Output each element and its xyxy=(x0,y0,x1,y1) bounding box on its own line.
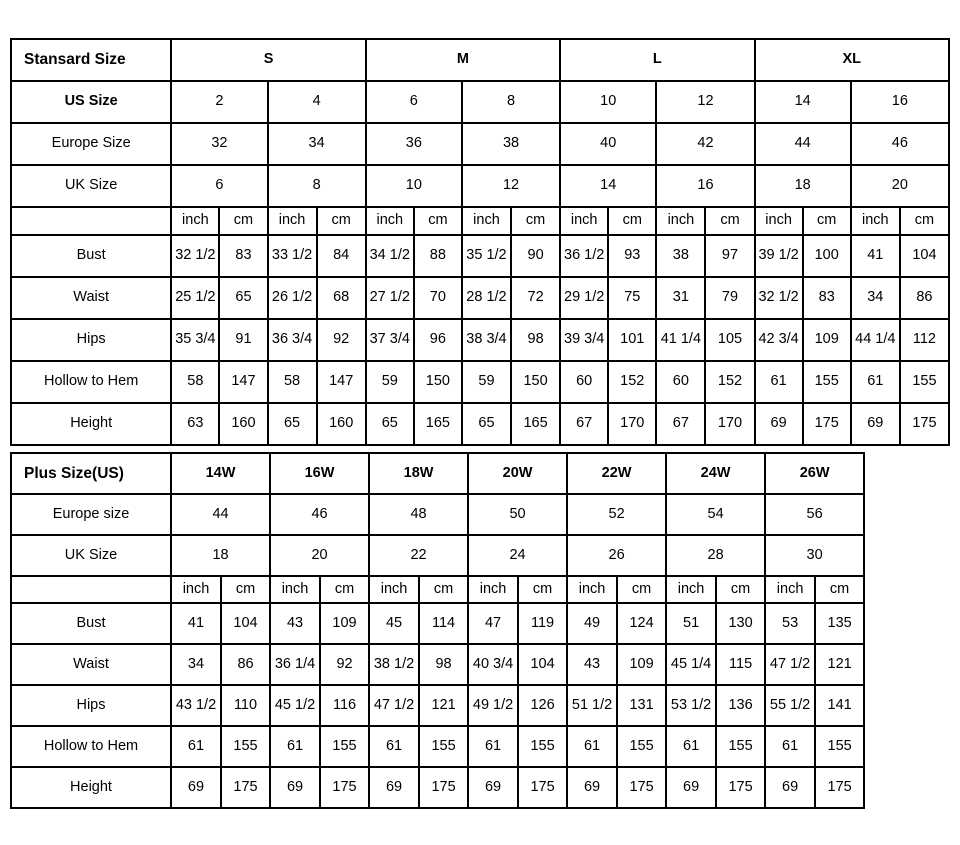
cell-height: 170 xyxy=(705,403,754,445)
plus-unit-cell: cm xyxy=(617,576,666,603)
table-row xyxy=(11,81,949,123)
cell-hips: 38 3/4 xyxy=(462,319,511,361)
plus-cell-uk-size: 20 xyxy=(270,535,369,576)
plus-cell-height: 175 xyxy=(617,767,666,808)
cell-us-size-2: 4 xyxy=(268,81,366,123)
plus-cell-hips: 53 1/2 xyxy=(666,685,716,726)
table-row xyxy=(11,535,864,576)
plus-cell-height: 69 xyxy=(171,767,221,808)
plus-cell-hollow-to-hem: 61 xyxy=(369,726,419,767)
cell-uk-size-8: 20 xyxy=(851,165,949,207)
plus-row-label-bust: Bust xyxy=(11,603,171,644)
cell-height: 175 xyxy=(803,403,851,445)
plus-unit-cell: inch xyxy=(765,576,815,603)
table-row xyxy=(11,207,949,235)
row-label-waist: Waist xyxy=(11,277,171,319)
cell-europe-size-1: 32 xyxy=(171,123,267,165)
cell-waist: 28 1/2 xyxy=(462,277,511,319)
plus-cell-height: 175 xyxy=(716,767,765,808)
cell-uk-size-1: 6 xyxy=(171,165,267,207)
unit-cell: inch xyxy=(851,207,900,235)
plus-cell-bust: 109 xyxy=(320,603,369,644)
plus-row-label-europe-size: Europe size xyxy=(11,494,171,535)
cell-hips: 96 xyxy=(414,319,462,361)
cell-hips: 92 xyxy=(317,319,366,361)
cell-bust: 41 xyxy=(851,235,900,277)
cell-height: 160 xyxy=(219,403,267,445)
plus-cell-height: 69 xyxy=(468,767,518,808)
cell-waist: 79 xyxy=(705,277,754,319)
plus-cell-hips: 47 1/2 xyxy=(369,685,419,726)
plus-cell-bust: 119 xyxy=(518,603,567,644)
cell-height: 69 xyxy=(851,403,900,445)
unit-cell: cm xyxy=(219,207,267,235)
plus-cell-hips: 43 1/2 xyxy=(171,685,221,726)
plus-cell-bust: 114 xyxy=(419,603,468,644)
cell-waist: 72 xyxy=(511,277,560,319)
plus-row-label-hollow-to-hem: Hollow to Hem xyxy=(11,726,171,767)
plus-cell-uk-size: 22 xyxy=(369,535,468,576)
cell-height: 65 xyxy=(366,403,414,445)
plus-cell-bust: 51 xyxy=(666,603,716,644)
table-row xyxy=(11,685,864,726)
plus-cell-hollow-to-hem: 61 xyxy=(270,726,320,767)
plus-cell-bust: 43 xyxy=(270,603,320,644)
plus-cell-hips: 141 xyxy=(815,685,864,726)
plus-cell-waist: 47 1/2 xyxy=(765,644,815,685)
cell-waist: 32 1/2 xyxy=(755,277,803,319)
cell-hips: 44 1/4 xyxy=(851,319,900,361)
plus-cell-height: 69 xyxy=(567,767,617,808)
cell-europe-size-7: 44 xyxy=(755,123,851,165)
table-row xyxy=(11,361,949,403)
cell-waist: 27 1/2 xyxy=(366,277,414,319)
plus-cell-height: 175 xyxy=(320,767,369,808)
plus-cell-hips: 45 1/2 xyxy=(270,685,320,726)
cell-hollow-to-hem: 60 xyxy=(560,361,608,403)
cell-waist: 29 1/2 xyxy=(560,277,608,319)
row-label-units xyxy=(11,207,171,235)
plus-cell-hips: 126 xyxy=(518,685,567,726)
cell-bust: 32 1/2 xyxy=(171,235,219,277)
cell-hollow-to-hem: 147 xyxy=(317,361,366,403)
plus-unit-cell: cm xyxy=(221,576,270,603)
plus-cell-hollow-to-hem: 61 xyxy=(567,726,617,767)
row-label-hollow-to-hem: Hollow to Hem xyxy=(11,361,171,403)
unit-cell: cm xyxy=(705,207,754,235)
plus-cell-europe-size: 54 xyxy=(666,494,765,535)
cell-hollow-to-hem: 59 xyxy=(366,361,414,403)
row-label-height: Height xyxy=(11,403,171,445)
cell-waist: 31 xyxy=(656,277,705,319)
plus-unit-cell: cm xyxy=(716,576,765,603)
cell-bust: 35 1/2 xyxy=(462,235,511,277)
cell-europe-size-8: 46 xyxy=(851,123,949,165)
table-row xyxy=(11,123,949,165)
plus-size-header-18w: 18W xyxy=(369,453,468,494)
table-row xyxy=(11,235,949,277)
cell-bust: 84 xyxy=(317,235,366,277)
cell-waist: 34 xyxy=(851,277,900,319)
table-row xyxy=(11,403,949,445)
unit-cell: cm xyxy=(414,207,462,235)
plus-unit-cell: inch xyxy=(270,576,320,603)
cell-hips: 109 xyxy=(803,319,851,361)
cell-hips: 41 1/4 xyxy=(656,319,705,361)
plus-cell-waist: 34 xyxy=(171,644,221,685)
plus-cell-height: 175 xyxy=(518,767,567,808)
cell-waist: 25 1/2 xyxy=(171,277,219,319)
plus-corner-label: Plus Size(US) xyxy=(11,453,171,494)
cell-height: 160 xyxy=(317,403,366,445)
cell-height: 69 xyxy=(755,403,803,445)
unit-cell: cm xyxy=(900,207,949,235)
cell-hips: 91 xyxy=(219,319,267,361)
plus-cell-hips: 116 xyxy=(320,685,369,726)
cell-height: 65 xyxy=(462,403,511,445)
plus-cell-waist: 104 xyxy=(518,644,567,685)
unit-cell: inch xyxy=(560,207,608,235)
plus-cell-europe-size: 48 xyxy=(369,494,468,535)
cell-waist: 65 xyxy=(219,277,267,319)
plus-unit-cell: inch xyxy=(468,576,518,603)
cell-europe-size-5: 40 xyxy=(560,123,656,165)
group-header-m: M xyxy=(366,39,560,81)
table-row xyxy=(11,767,864,808)
standard-size-table xyxy=(10,38,950,446)
plus-cell-uk-size: 24 xyxy=(468,535,567,576)
row-label-europe-size: Europe Size xyxy=(11,123,171,165)
cell-bust: 33 1/2 xyxy=(268,235,317,277)
cell-waist: 83 xyxy=(803,277,851,319)
cell-hips: 42 3/4 xyxy=(755,319,803,361)
plus-cell-waist: 115 xyxy=(716,644,765,685)
plus-cell-europe-size: 56 xyxy=(765,494,864,535)
cell-height: 165 xyxy=(511,403,560,445)
plus-cell-waist: 43 xyxy=(567,644,617,685)
plus-cell-height: 69 xyxy=(270,767,320,808)
group-header-s: S xyxy=(171,39,365,81)
cell-height: 67 xyxy=(656,403,705,445)
cell-hollow-to-hem: 60 xyxy=(656,361,705,403)
unit-cell: inch xyxy=(366,207,414,235)
plus-cell-hips: 55 1/2 xyxy=(765,685,815,726)
cell-hollow-to-hem: 58 xyxy=(171,361,219,403)
cell-hips: 105 xyxy=(705,319,754,361)
plus-unit-cell: inch xyxy=(666,576,716,603)
plus-cell-height: 69 xyxy=(666,767,716,808)
cell-hips: 37 3/4 xyxy=(366,319,414,361)
plus-cell-hips: 110 xyxy=(221,685,270,726)
plus-unit-cell: cm xyxy=(518,576,567,603)
cell-bust: 100 xyxy=(803,235,851,277)
plus-cell-hollow-to-hem: 155 xyxy=(617,726,666,767)
cell-hips: 39 3/4 xyxy=(560,319,608,361)
cell-uk-size-5: 14 xyxy=(560,165,656,207)
plus-cell-waist: 121 xyxy=(815,644,864,685)
plus-cell-height: 69 xyxy=(369,767,419,808)
plus-cell-waist: 92 xyxy=(320,644,369,685)
cell-bust: 38 xyxy=(656,235,705,277)
cell-height: 170 xyxy=(608,403,656,445)
table-row xyxy=(11,277,949,319)
cell-bust: 88 xyxy=(414,235,462,277)
plus-cell-europe-size: 52 xyxy=(567,494,666,535)
cell-bust: 36 1/2 xyxy=(560,235,608,277)
plus-cell-bust: 41 xyxy=(171,603,221,644)
cell-uk-size-7: 18 xyxy=(755,165,851,207)
cell-europe-size-3: 36 xyxy=(366,123,462,165)
table-row xyxy=(11,39,949,81)
plus-cell-uk-size: 26 xyxy=(567,535,666,576)
plus-cell-hollow-to-hem: 155 xyxy=(221,726,270,767)
plus-cell-uk-size: 30 xyxy=(765,535,864,576)
plus-size-header-22w: 22W xyxy=(567,453,666,494)
cell-bust: 39 1/2 xyxy=(755,235,803,277)
table-row xyxy=(11,319,949,361)
plus-cell-waist: 40 3/4 xyxy=(468,644,518,685)
plus-cell-hips: 131 xyxy=(617,685,666,726)
plus-unit-cell: cm xyxy=(320,576,369,603)
cell-bust: 83 xyxy=(219,235,267,277)
unit-cell: inch xyxy=(171,207,219,235)
cell-hips: 101 xyxy=(608,319,656,361)
plus-cell-bust: 53 xyxy=(765,603,815,644)
plus-cell-hollow-to-hem: 61 xyxy=(765,726,815,767)
unit-cell: cm xyxy=(511,207,560,235)
cell-waist: 75 xyxy=(608,277,656,319)
cell-hips: 36 3/4 xyxy=(268,319,317,361)
plus-cell-hollow-to-hem: 61 xyxy=(468,726,518,767)
table-row xyxy=(11,603,864,644)
cell-uk-size-3: 10 xyxy=(366,165,462,207)
group-header-xl: XL xyxy=(755,39,949,81)
cell-hollow-to-hem: 58 xyxy=(268,361,317,403)
cell-uk-size-2: 8 xyxy=(268,165,366,207)
cell-europe-size-6: 42 xyxy=(656,123,754,165)
cell-waist: 70 xyxy=(414,277,462,319)
plus-cell-height: 175 xyxy=(419,767,468,808)
cell-waist: 26 1/2 xyxy=(268,277,317,319)
plus-unit-cell: cm xyxy=(419,576,468,603)
cell-height: 165 xyxy=(414,403,462,445)
plus-cell-europe-size: 46 xyxy=(270,494,369,535)
cell-hollow-to-hem: 147 xyxy=(219,361,267,403)
plus-cell-waist: 38 1/2 xyxy=(369,644,419,685)
plus-cell-hollow-to-hem: 61 xyxy=(666,726,716,767)
plus-cell-bust: 124 xyxy=(617,603,666,644)
plus-cell-height: 175 xyxy=(221,767,270,808)
plus-cell-hips: 51 1/2 xyxy=(567,685,617,726)
row-label-bust: Bust xyxy=(11,235,171,277)
cell-hollow-to-hem: 150 xyxy=(414,361,462,403)
cell-us-size-8: 16 xyxy=(851,81,949,123)
unit-cell: cm xyxy=(608,207,656,235)
cell-waist: 86 xyxy=(900,277,949,319)
plus-size-header-20w: 20W xyxy=(468,453,567,494)
plus-cell-bust: 130 xyxy=(716,603,765,644)
table-row xyxy=(11,453,864,494)
plus-cell-hollow-to-hem: 155 xyxy=(419,726,468,767)
plus-size-header-14w: 14W xyxy=(171,453,270,494)
plus-size-header-16w: 16W xyxy=(270,453,369,494)
cell-uk-size-4: 12 xyxy=(462,165,560,207)
table-row xyxy=(11,165,949,207)
plus-cell-bust: 47 xyxy=(468,603,518,644)
plus-cell-waist: 45 1/4 xyxy=(666,644,716,685)
plus-cell-height: 69 xyxy=(765,767,815,808)
cell-height: 63 xyxy=(171,403,219,445)
cell-us-size-4: 8 xyxy=(462,81,560,123)
group-header-l: L xyxy=(560,39,754,81)
cell-hollow-to-hem: 155 xyxy=(803,361,851,403)
plus-cell-bust: 135 xyxy=(815,603,864,644)
table-row xyxy=(11,576,864,603)
cell-europe-size-4: 38 xyxy=(462,123,560,165)
plus-cell-hips: 121 xyxy=(419,685,468,726)
cell-hollow-to-hem: 59 xyxy=(462,361,511,403)
cell-waist: 68 xyxy=(317,277,366,319)
cell-hollow-to-hem: 155 xyxy=(900,361,949,403)
cell-hips: 112 xyxy=(900,319,949,361)
table-row xyxy=(11,494,864,535)
plus-cell-bust: 104 xyxy=(221,603,270,644)
plus-row-label-hips: Hips xyxy=(11,685,171,726)
unit-cell: cm xyxy=(317,207,366,235)
plus-cell-waist: 36 1/4 xyxy=(270,644,320,685)
plus-cell-hollow-to-hem: 155 xyxy=(815,726,864,767)
row-label-hips: Hips xyxy=(11,319,171,361)
plus-unit-cell: inch xyxy=(369,576,419,603)
plus-cell-waist: 109 xyxy=(617,644,666,685)
plus-cell-waist: 98 xyxy=(419,644,468,685)
plus-cell-waist: 86 xyxy=(221,644,270,685)
cell-bust: 90 xyxy=(511,235,560,277)
cell-hollow-to-hem: 152 xyxy=(608,361,656,403)
plus-cell-hollow-to-hem: 61 xyxy=(171,726,221,767)
plus-cell-hollow-to-hem: 155 xyxy=(320,726,369,767)
standard-corner-label: Stansard Size xyxy=(11,39,171,81)
plus-cell-bust: 45 xyxy=(369,603,419,644)
row-label-uk-size: UK Size xyxy=(11,165,171,207)
cell-hollow-to-hem: 150 xyxy=(511,361,560,403)
plus-unit-cell: inch xyxy=(171,576,221,603)
cell-hips: 98 xyxy=(511,319,560,361)
plus-size-header-24w: 24W xyxy=(666,453,765,494)
plus-cell-bust: 49 xyxy=(567,603,617,644)
cell-hollow-to-hem: 61 xyxy=(755,361,803,403)
cell-hollow-to-hem: 152 xyxy=(705,361,754,403)
cell-us-size-1: 2 xyxy=(171,81,267,123)
plus-cell-uk-size: 18 xyxy=(171,535,270,576)
plus-row-label-units xyxy=(11,576,171,603)
cell-hollow-to-hem: 61 xyxy=(851,361,900,403)
cell-us-size-5: 10 xyxy=(560,81,656,123)
unit-cell: inch xyxy=(656,207,705,235)
cell-height: 175 xyxy=(900,403,949,445)
cell-us-size-6: 12 xyxy=(656,81,754,123)
cell-bust: 34 1/2 xyxy=(366,235,414,277)
plus-cell-hollow-to-hem: 155 xyxy=(716,726,765,767)
plus-size-table xyxy=(10,452,865,809)
plus-unit-cell: cm xyxy=(815,576,864,603)
cell-hips: 35 3/4 xyxy=(171,319,219,361)
plus-row-label-uk-size: UK Size xyxy=(11,535,171,576)
cell-uk-size-6: 16 xyxy=(656,165,754,207)
unit-cell: inch xyxy=(755,207,803,235)
cell-bust: 104 xyxy=(900,235,949,277)
plus-unit-cell: inch xyxy=(567,576,617,603)
table-row xyxy=(11,726,864,767)
plus-cell-europe-size: 44 xyxy=(171,494,270,535)
row-label-us-size: US Size xyxy=(11,81,171,123)
cell-us-size-7: 14 xyxy=(755,81,851,123)
unit-cell: cm xyxy=(803,207,851,235)
unit-cell: inch xyxy=(462,207,511,235)
plus-cell-uk-size: 28 xyxy=(666,535,765,576)
cell-bust: 93 xyxy=(608,235,656,277)
plus-cell-hips: 136 xyxy=(716,685,765,726)
plus-row-label-height: Height xyxy=(11,767,171,808)
plus-row-label-waist: Waist xyxy=(11,644,171,685)
cell-height: 65 xyxy=(268,403,317,445)
cell-europe-size-2: 34 xyxy=(268,123,366,165)
cell-bust: 97 xyxy=(705,235,754,277)
plus-cell-europe-size: 50 xyxy=(468,494,567,535)
plus-cell-hips: 49 1/2 xyxy=(468,685,518,726)
plus-cell-height: 175 xyxy=(815,767,864,808)
cell-height: 67 xyxy=(560,403,608,445)
plus-size-header-26w: 26W xyxy=(765,453,864,494)
plus-cell-hollow-to-hem: 155 xyxy=(518,726,567,767)
cell-us-size-3: 6 xyxy=(366,81,462,123)
unit-cell: inch xyxy=(268,207,317,235)
table-row xyxy=(11,644,864,685)
